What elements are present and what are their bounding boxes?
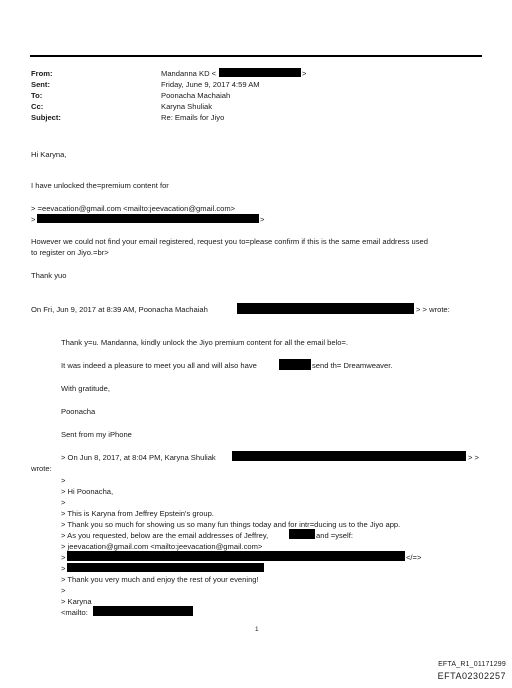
footer-reference: EFTA02302257 — [437, 671, 506, 681]
quote-line: <mailto: — [61, 608, 88, 617]
subject-value: Re: Emails for Jiyo — [161, 113, 225, 122]
quote-line: send th= Dreamweaver. — [312, 361, 393, 370]
redaction-box — [219, 68, 301, 77]
quote-line: > — [61, 564, 66, 573]
quote-line: Sent from my iPhone — [61, 430, 132, 439]
quote-line: and =yself: — [316, 531, 353, 540]
quote-line: > jeevacation@gmail.com <mailto:jeevacation@gmail.com> — [61, 542, 263, 551]
quote-line: > Thank you very much and enjoy the rest of your evening! — [61, 575, 259, 584]
body-paragraph-line: to register on Jiyo.=br> — [31, 248, 109, 257]
quote-line: Poonacha — [61, 407, 96, 416]
quote-line: > As you requested, below are the email addresses of Jeffrey, — [61, 531, 269, 540]
quote-line: > Karyna — [61, 597, 92, 606]
quote-line: > This is Karyna from Jeffrey Epstein's group. — [61, 509, 214, 518]
header-rule — [30, 55, 482, 57]
greeting: Hi Karyna, — [31, 150, 67, 159]
to-value: Poonacha Machaiah — [161, 91, 231, 100]
quote-line: It was indeed a pleasure to meet you all and will also have — [61, 361, 257, 370]
quote-line: > — [61, 586, 66, 595]
from-value: Mandanna KD < — [161, 69, 217, 78]
redaction-box — [67, 551, 405, 561]
quote-wrote: wrote: — [31, 464, 52, 473]
quote-line: > — [61, 498, 66, 507]
quote-line: > — [61, 553, 66, 562]
body-paragraph-line: However we could not find your email registered, request you to=please confirm if this is the same email address used — [31, 237, 428, 246]
cc-label: Cc: — [31, 102, 44, 111]
from-tail: > — [302, 69, 307, 78]
quote-line: With gratitude, — [61, 384, 110, 393]
subject-label: Subject: — [31, 113, 61, 122]
sent-value: Friday, June 9, 2017 4:59 AM — [161, 80, 260, 89]
to-label: To: — [31, 91, 43, 100]
redaction-box — [279, 359, 311, 370]
redaction-box — [67, 563, 264, 572]
quote-attribution: > On Jun 8, 2017, at 8:04 PM, Karyna Shuliak — [61, 453, 216, 462]
cc-value: Karyna Shuliak — [161, 102, 213, 111]
quote-line: > — [61, 476, 66, 485]
redacted-line-prefix: > — [31, 215, 36, 224]
quote-line: Thank y=u. Mandanna, kindly unlock the Jiyo premium content for all the email belo=. — [61, 338, 349, 347]
footer-reference: EFTA_R1_01171299 — [438, 661, 506, 668]
redaction-box — [93, 606, 193, 616]
page-number: 1 — [255, 626, 259, 633]
redaction-box — [289, 529, 315, 539]
redacted-line-suffix: > — [260, 215, 265, 224]
quote-line-tail: </=> — [406, 553, 422, 562]
redaction-box — [237, 303, 414, 314]
redaction-box — [232, 451, 466, 461]
quote-attribution-tail: > > wrote: — [416, 305, 450, 314]
email-line: > =eevacation@gmail.com <mailto:jeevacation@gmail.com> — [31, 204, 236, 213]
sign-off: Thank yuo — [31, 271, 67, 280]
quote-line: > Thank you so much for showing us so many fun things today and for intr=ducing us to the Jiyo app. — [61, 520, 401, 529]
body-line: I have unlocked the=premium content for — [31, 181, 169, 190]
redaction-box — [37, 214, 259, 223]
quote-attribution-tail: > > — [468, 453, 479, 462]
from-label: From: — [31, 69, 53, 78]
quote-attribution: On Fri, Jun 9, 2017 at 8:39 AM, Poonacha Machaiah — [31, 305, 208, 314]
quote-line: > Hi Poonacha, — [61, 487, 114, 496]
sent-label: Sent: — [31, 80, 50, 89]
